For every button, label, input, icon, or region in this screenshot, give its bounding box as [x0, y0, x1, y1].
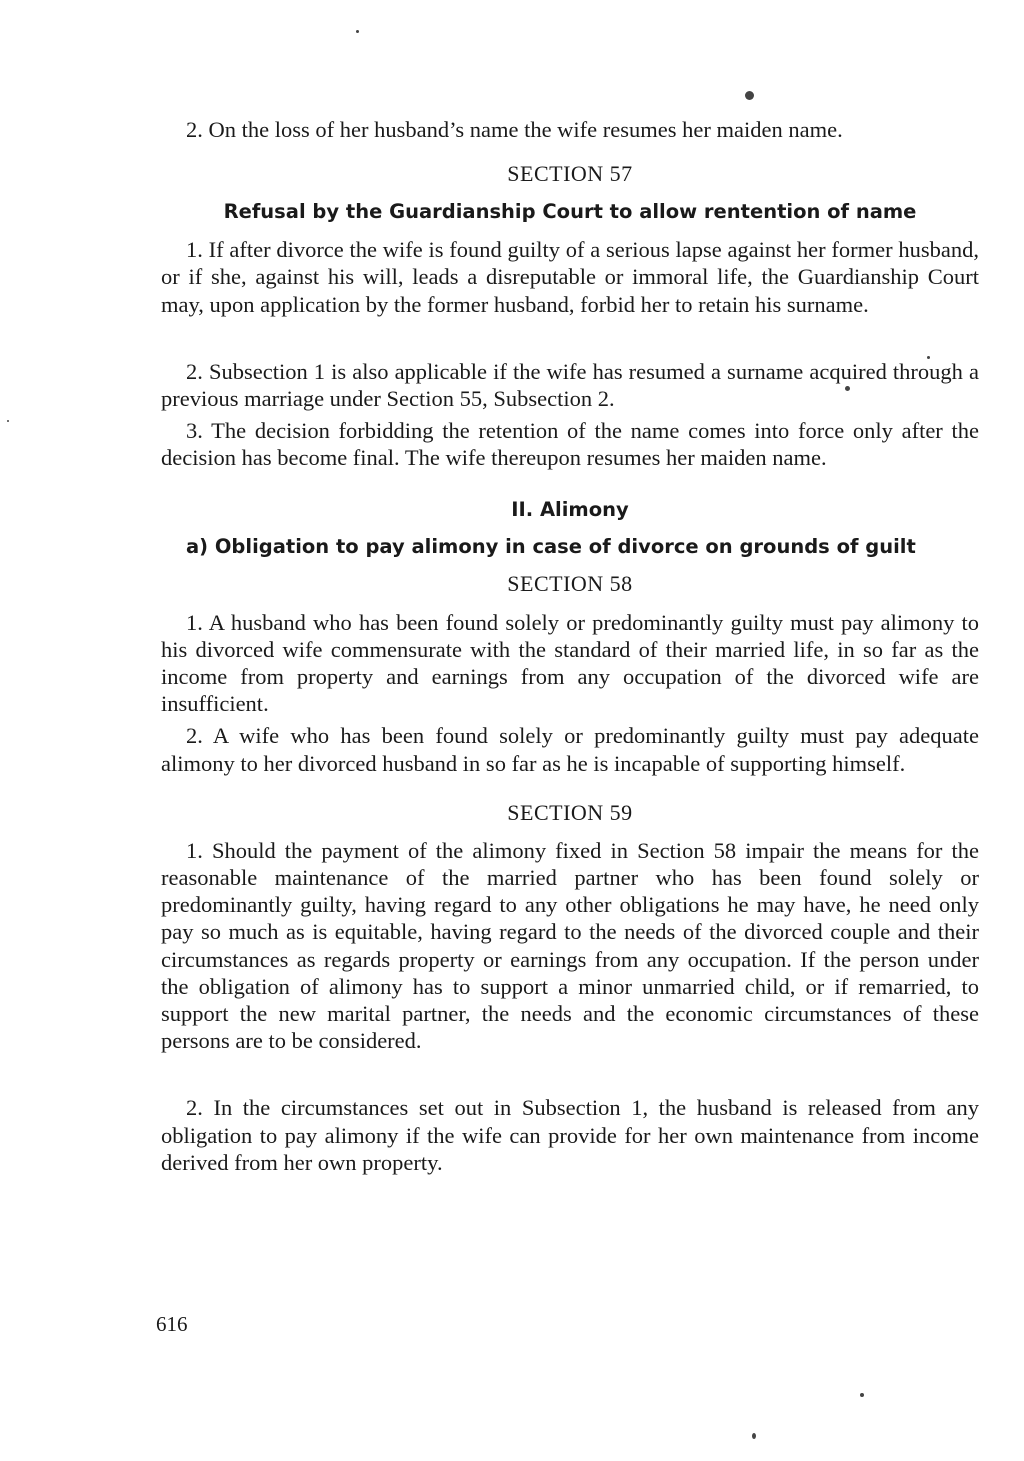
scan-speck: [745, 91, 754, 100]
part-2-heading: II. Alimony: [511, 497, 629, 521]
scan-speck: [860, 1393, 864, 1397]
document-page: [161, 116, 979, 1176]
scan-speck: [927, 356, 930, 359]
scan-speck: [752, 1433, 756, 1439]
section-57-heading: SECTION 57: [507, 161, 633, 187]
page-number: 616: [156, 1312, 188, 1336]
paragraph-59-2: 2. In the circumstances set out in Subsection 1, the husband is released from any obligation to pay alimony if the wife can provide for her own maintenance from income derived from her own property.: [161, 1095, 979, 1175]
scan-speck: [356, 30, 359, 33]
paragraph-57-1: 1. If after divorce the wife is found guilty of a serious lapse against her former husband, or if she, against his will, leads a disreputable or immoral life, the Guardianship Court may, upon application by the former husband, forbid her to retain his surname.: [161, 237, 979, 317]
paragraph-58-1: 1. A husband who has been found solely or predominantly guilty must pay alimony to his divorced wife commensurate with the standard of their married life, in so far as the income from property and earnings from any occupation of the divorced wife are insufficient.: [161, 609, 979, 717]
section-59-heading: SECTION 59: [507, 799, 633, 825]
paragraph-56-2: 2. On the loss of her husband’s name the wife resumes her maiden name.: [186, 117, 843, 142]
scan-speck: [845, 386, 850, 391]
paragraph-59-1: 1. Should the payment of the alimony fixed in Section 58 impair the means for the reasonable maintenance of the married partner who has been found solely or predominantly guilty, having regard to any other obligations he may have, he need only pay so much as is equitable, having regard to the needs of the divorced couple and their circumstances as regards property or earnings from any occupation. If the person under the obligation of alimony has to support a minor unmarried child, or if remarried, to support the new marital partner, the needs and the economic circumstances of these persons are to be considered.: [161, 837, 979, 1054]
paragraph-57-3: 3. The decision forbidding the retention of the name comes into force only after the decision has become final. The wife thereupon resumes her maiden name.: [161, 418, 979, 471]
paragraph-58-2: 2. A wife who has been found solely or predominantly guilty must pay adequate alimony to her divorced husband in so far as he is incapable of supporting himself.: [161, 723, 979, 776]
scan-speck: [7, 420, 9, 422]
subpart-a-heading: a) Obligation to pay alimony in case of divorce on grounds of guilt: [186, 534, 916, 558]
section-58-heading: SECTION 58: [507, 570, 633, 596]
paragraph-57-2: 2. Subsection 1 is also applicable if the wife has resumed a surname acquired through a previous marriage under Section 55, Subsection 2.: [161, 358, 979, 412]
section-57-title: Refusal by the Guardianship Court to allow rentention of name: [223, 200, 917, 224]
